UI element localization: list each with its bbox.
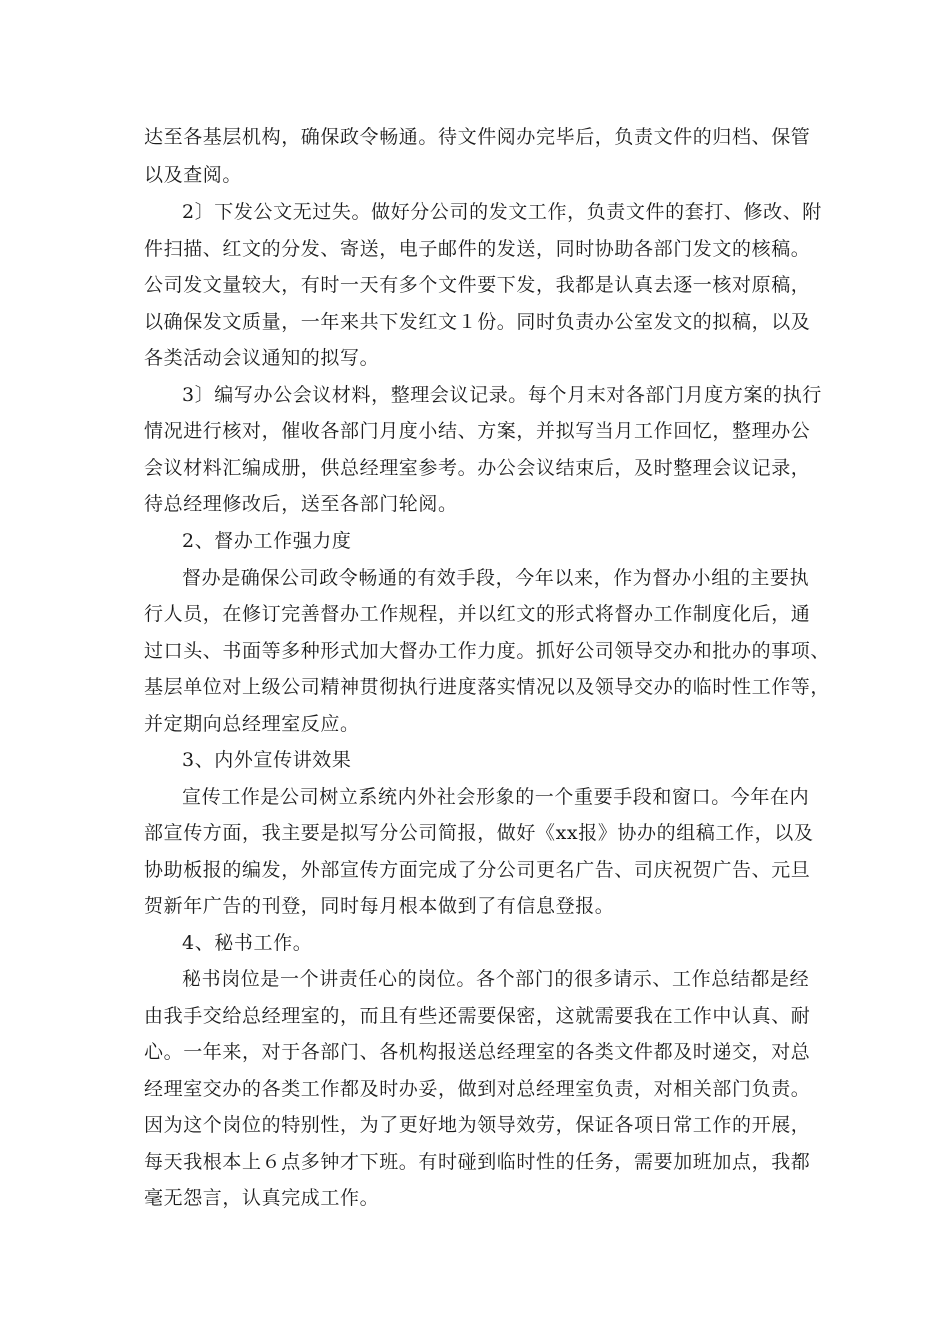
body-text-line: 协助板报的编发，外部宣传方面完成了分公司更名广告、司庆祝贺广告、元旦 [144, 859, 811, 881]
paragraph-start-line: 3〕编写办公会议材料，整理会议记录。每个月末对各部门月度方案的执行 [182, 384, 822, 406]
body-text-line: 情况进行核对，催收各部门月度小结、方案，并拟写当月工作回忆，整理办公 [144, 420, 811, 442]
body-text-line: 公司发文量较大，有时一天有多个文件要下发，我都是认真去逐一核对原稿， [144, 274, 811, 296]
body-text-line: 贺新年广告的刊登，同时每月根本做到了有信息登报。 [144, 895, 615, 917]
body-text-line: 并定期向总经理室反应。 [144, 713, 360, 735]
body-text-line: 以确保发文质量，一年来共下发红文１份。同时负责办公室发文的拟稿，以及 [144, 311, 811, 333]
paragraph-start-line: 秘书岗位是一个讲责任心的岗位。各个部门的很多请示、工作总结都是经 [182, 968, 810, 990]
body-text-line: 以及查阅。 [144, 164, 243, 186]
body-text-line: 会议材料汇编成册，供总经理室参考。办公会议结束后，及时整理会议记录， [144, 457, 811, 479]
body-text-line: 行人员，在修订完善督办工作规程，并以红文的形式将督办工作制度化后，通 [144, 603, 811, 625]
body-text-line: 因为这个岗位的特别性，为了更好地为领导效劳，保证各项日常工作的开展， [144, 1114, 811, 1136]
body-text-line: 部宣传方面，我主要是拟写分公司简报，做好《xx报》协办的组稿工作，以及 [144, 822, 814, 844]
body-text-line: 基层单位对上级公司精神贯彻执行进度落实情况以及领导交办的临时性工作等， [144, 676, 831, 698]
section-heading: 3、内外宣传讲效果 [182, 749, 352, 771]
body-text-line: 各类活动会议通知的拟写。 [144, 347, 380, 369]
body-text-line: 心。一年来，对于各部门、各机构报送总经理室的各类文件都及时递交，对总 [144, 1041, 811, 1063]
body-text-line: 毫无怨言，认真完成工作。 [144, 1187, 380, 1209]
body-text-line: 件扫描、红文的分发、寄送，电子邮件的发送，同时协助各部门发文的核稿。 [144, 238, 811, 260]
body-text-line: 由我手交给总经理室的，而且有些还需要保密，这就需要我在工作中认真、耐 [144, 1005, 811, 1027]
body-text-line: 每天我根本上６点多钟才下班。有时碰到临时性的任务，需要加班加点，我都 [144, 1151, 811, 1173]
body-text-line: 经理室交办的各类工作都及时办妥，做到对总经理室负责，对相关部门负责。 [144, 1078, 811, 1100]
body-text-line: 待总经理修改后，送至各部门轮阅。 [144, 493, 458, 515]
body-text-line: 过口头、书面等多种形式加大督办工作力度。抓好公司领导交办和批办的事项、 [144, 640, 831, 662]
section-heading: 4、秘书工作。 [182, 932, 313, 954]
paragraph-start-line: 督办是确保公司政令畅通的有效手段，今年以来，作为督办小组的主要执 [182, 567, 810, 589]
paragraph-start-line: 2〕下发公文无过失。做好分公司的发文工作，负责文件的套打、修改、附 [182, 201, 822, 223]
body-text-line: 达至各基层机构，确保政令畅通。待文件阅办完毕后，负责文件的归档、保管 [144, 126, 811, 148]
paragraph-start-line: 宣传工作是公司树立系统内外社会形象的一个重要手段和窗口。今年在内 [182, 786, 810, 808]
section-heading: 2、督办工作强力度 [182, 530, 352, 552]
